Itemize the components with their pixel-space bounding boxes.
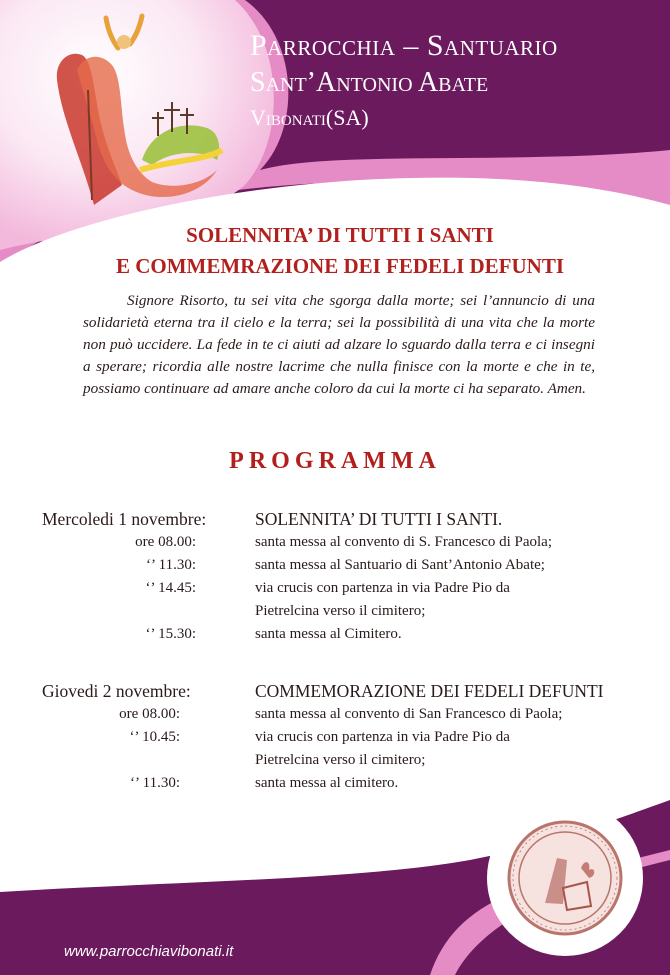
day1-date: Mercoledi 1 novembre: bbox=[42, 509, 207, 529]
day1-event2-time: ‘’ 11.30: bbox=[146, 557, 196, 573]
prayer-text: Signore Risorto, tu sei vita che sgorga dalla morte; sei l’annuncio di una solidarietà eterna tra il cielo e la terra; sei la possibilità di una vita che la morte non può uccidere. La fede in te ci aiuti ad alzare lo sguardo dalla terra e ci insegni a sperare; ricordia alle nostre lacrime che nulla finisce con la morte e che in te, possiamo continuare ad amare anche coloro da cui la morte ci ha separato. Amen. bbox=[83, 292, 595, 397]
day1-event3-desc-line2: Pietrelcina verso il cimitero; bbox=[255, 603, 426, 619]
day2-event3-time: ‘’ 11.30: bbox=[130, 775, 180, 791]
day2-event1-time: ore 08.00: bbox=[119, 706, 180, 722]
town-name: Vibonati(SA) bbox=[250, 105, 369, 130]
sanctuary-name: Sant’Antonio Abate bbox=[250, 67, 489, 98]
day1-event3-time: ‘’ 14.45: bbox=[145, 580, 196, 596]
day2-event2-desc-line1: via crucis con partenza in via Padre Pio da bbox=[255, 729, 510, 745]
day2-heading: COMMEMORAZIONE DEI FEDELI DEFUNTI bbox=[255, 681, 604, 701]
parish-seal-icon bbox=[505, 818, 625, 938]
day2-event1-desc: santa messa al convento di San Francesco di Paola; bbox=[255, 706, 563, 722]
day1-event1-desc: santa messa al convento di S. Francesco di Paola; bbox=[255, 534, 553, 550]
day2-event2-time: ‘’ 10.45: bbox=[129, 729, 180, 745]
day2-date: Giovedi 2 novembre: bbox=[42, 681, 191, 701]
programma-heading: PROGRAMMA bbox=[229, 448, 441, 474]
parish-name: Parrocchia – Santuario bbox=[250, 29, 558, 62]
day1-event2-desc: santa messa al Santuario di Sant’Antonio Abate; bbox=[255, 557, 545, 573]
day1-heading: SOLENNITA’ DI TUTTI I SANTI. bbox=[255, 509, 503, 529]
day1-event4-desc: santa messa al Cimitero. bbox=[255, 626, 402, 642]
website-link[interactable]: www.parrocchiavibonati.it bbox=[64, 943, 234, 960]
day2-event3-desc: santa messa al cimitero. bbox=[255, 775, 399, 791]
day2-event2-desc-line2: Pietrelcina verso il cimitero; bbox=[255, 752, 426, 768]
risen-christ-logo bbox=[22, 10, 232, 210]
day1-event3-desc-line1: via crucis con partenza in via Padre Pio da bbox=[255, 580, 510, 596]
day1-event4-time: ‘’ 15.30: bbox=[145, 626, 196, 642]
event-title-line-2: E COMMEMRAZIONE DEI FEDELI DEFUNTI bbox=[115, 254, 565, 278]
day1-event1-time: ore 08.00: bbox=[135, 534, 196, 550]
parish-header bbox=[250, 28, 558, 132]
event-title-line-1: SOLENNITA’ DI TUTTI I SANTI bbox=[186, 223, 494, 247]
